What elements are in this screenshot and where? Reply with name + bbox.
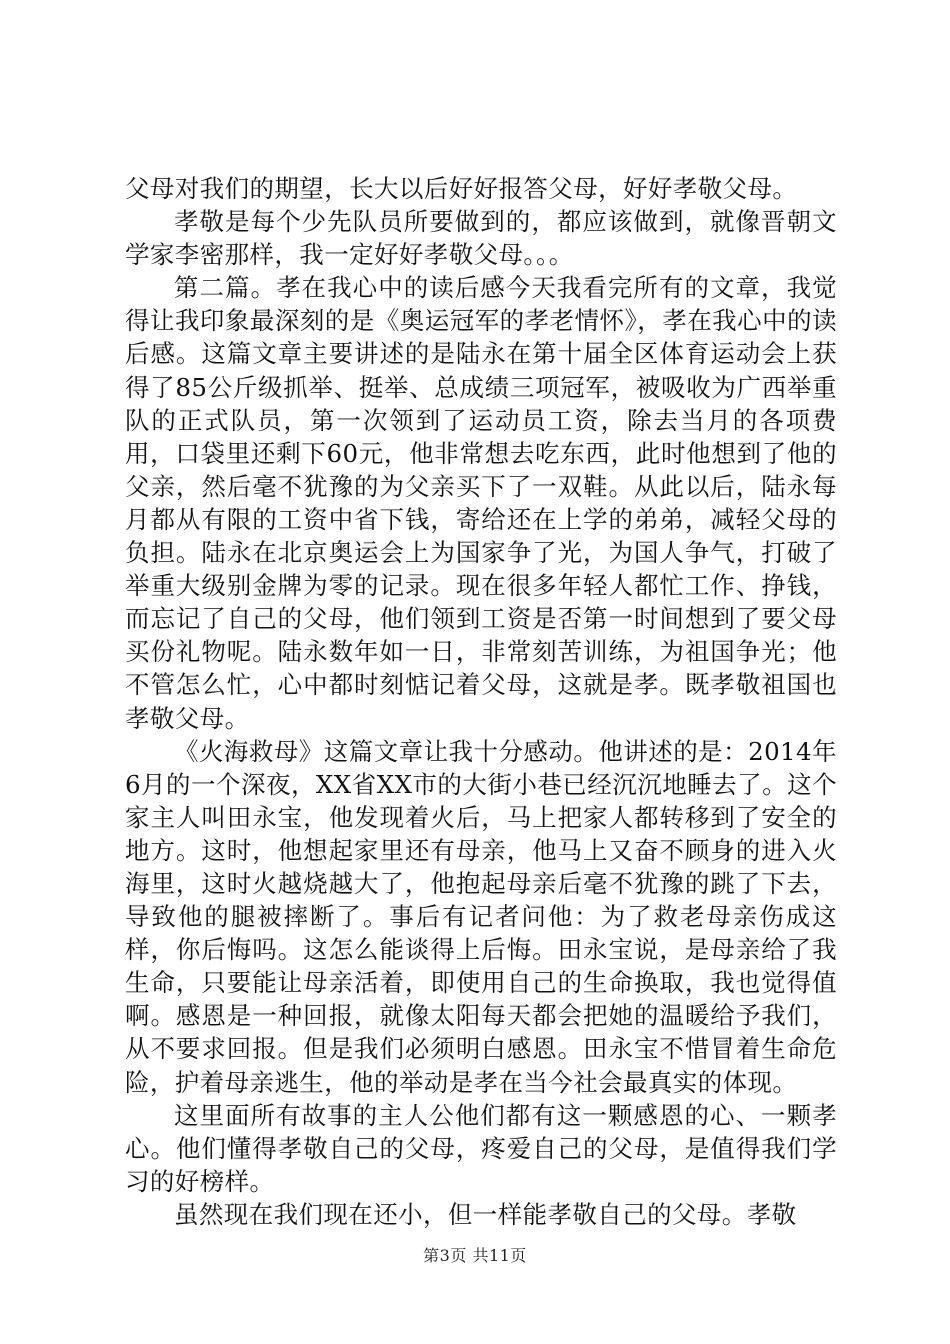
document-body [125, 172, 837, 1231]
paragraph-closing: 虽然现在我们现在还小，但一样能孝敬自己的父母。孝敬 [174, 1199, 797, 1229]
paragraph-lu-yong-story: 第二篇。孝在我心中的读后感今天我看完所有的文章，我觉得让我印象最深刻的是《奥运冠军的孝老情怀》，孝在我心中的读后感。这篇文章主要讲述的是陆永在第十届全区体育运动会上获得了85公斤级抓举、挺举、总成绩三项冠军，被吸收为广西举重队的正式队员，第一次领到了运动员工资，除去当月的各项费用，口袋里还剩下60元，他非常想去吃东西，此时他想到了他的父亲，然后毫不犹豫的为父亲买下了一双鞋。从此以后，陆永每月都从有限的工资中省下钱，寄给还在上学的弟弟，减轻父母的负担。陆永在北京奥运会上为国家争了光，为国人争气，打破了举重大级别金牌为零的记录。现在很多年轻人都忙工作、挣钱，而忘记了自己的父母，他们领到工资是否第一时间想到了要父母买份礼物呢。陆永数年如一日，非常刻苦训练，为祖国争光；他不管怎么忙，心中都时刻惦记着父母，这就是孝。既孝敬祖国也孝敬父母。 [125, 273, 837, 733]
paragraph-fire-rescue-story: 《火海救母》这篇文章让我十分感动。他讲述的是：2014年6月的一个深夜，XX省XX市的大街小巷已经沉沉地睡去了。这个家主人叫田永宝，他发现着火后，马上把家人都转移到了安全的地方。这时，他想起家里还有母亲，他马上又奋不顾身的进入火海里，这时火越烧越大了，他抱起母亲后毫不犹豫的跳了下去，导致他的腿被摔断了。事后有记者问他：为了救老母亲伤成这样，你后悔吗。这怎么能谈得上后悔。田永宝说，是母亲给了我生命，只要能让母亲活着，即使用自己的生命换取，我也觉得值啊。感恩是一种回报，就像太阳每天都会把她的温暖给予我们，从不要求回报。但是我们必须明白感恩。田永宝不惜冒着生命危险，护着母亲逃生，他的举动是孝在当今社会最真实的体现。 [125, 736, 837, 1097]
paragraph-role-models: 这里面所有故事的主人公他们都有这一颗感恩的心、一颗孝心。他们懂得孝敬自己的父母，疼爱自己的父母，是值得我们学习的好榜样。 [125, 1100, 837, 1196]
paragraph-filial-duty: 孝敬是每个少先队员所要做到的，都应该做到，就像晋朝文学家李密那样，我一定好好孝敬父母。。。 [125, 207, 837, 270]
paragraph-continuation: 父母对我们的期望，长大以后好好报答父母，好好孝敬父母。 [125, 174, 798, 203]
page-number-footer: 第3页 共11页 [423, 1246, 527, 1265]
